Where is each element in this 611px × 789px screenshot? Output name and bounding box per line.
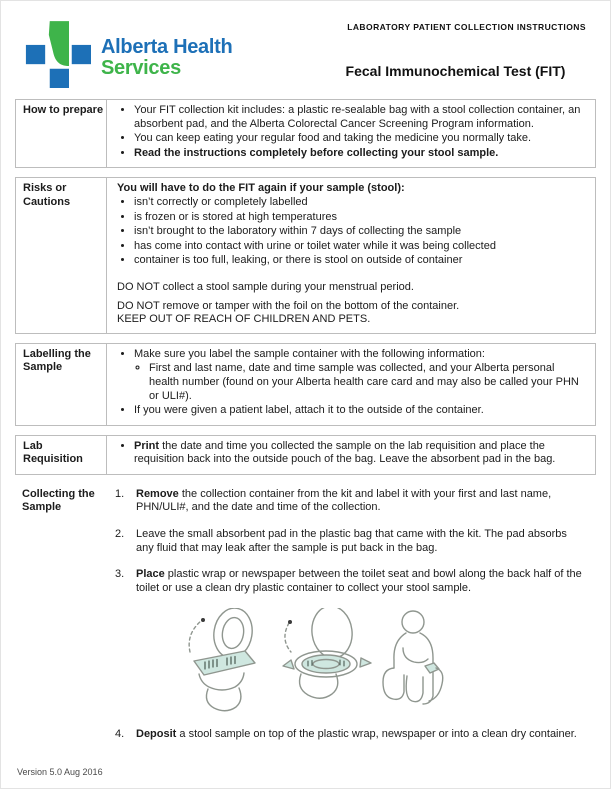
section-label: Labelling the Sample bbox=[23, 347, 91, 374]
requisition-bold-word: Print bbox=[134, 439, 160, 452]
page-title: Fecal Immunochemical Test (FIT) bbox=[345, 62, 566, 79]
toilet-seat-lowered-illustration bbox=[283, 608, 371, 698]
section-risks-or-cautions bbox=[15, 177, 596, 333]
risks-notes bbox=[117, 281, 585, 327]
collect-step-4 bbox=[115, 728, 586, 742]
header-right bbox=[315, 15, 596, 99]
list-item: • isn’t correctly or completely labelled bbox=[134, 196, 585, 210]
list-item: • Read the instructions completely before collecting your stool sample. bbox=[134, 147, 585, 161]
list-item: • You can keep eating your regular food and taking the medicine you normally take. bbox=[134, 132, 585, 146]
list-item: • If you were given a patient label, attach it to the outside of the container. bbox=[134, 404, 585, 418]
section-label: How to prepare bbox=[23, 104, 104, 116]
section-content bbox=[106, 436, 595, 474]
step-text: the collection container from the kit and label it with your first and last name, PHN/ULI#, and the date and time of the collection. bbox=[136, 487, 552, 514]
section-lab-requisition bbox=[15, 435, 596, 475]
section-label: Collecting the Sample bbox=[22, 487, 95, 514]
ahs-logo-text bbox=[101, 37, 232, 99]
collect-step-2 bbox=[115, 528, 586, 555]
step-number: 1. bbox=[115, 487, 125, 500]
step-number: 3. bbox=[115, 568, 125, 581]
step-text: a stool sample on top of the plastic wrap, newspaper or into a clean dry container. bbox=[176, 728, 577, 741]
note-menstrual: DO NOT collect a stool sample during your menstrual period. bbox=[117, 280, 414, 293]
section-collecting-the-sample bbox=[15, 484, 596, 761]
collect-step-3 bbox=[115, 568, 586, 595]
note-foil: DO NOT remove or tamper with the foil on the bottom of the container. bbox=[117, 299, 460, 312]
list-item: • isn’t brought to the laboratory within 7 days of collecting the sample bbox=[134, 225, 585, 239]
document-header bbox=[15, 15, 596, 99]
note-keep-out-of-reach: KEEP OUT OF REACH OF CHILDREN AND PETS. bbox=[117, 313, 371, 326]
ahs-logo bbox=[15, 15, 315, 99]
collect-step-1 bbox=[115, 488, 586, 515]
person-sitting-illustration bbox=[383, 611, 443, 704]
section-labelling-the-sample bbox=[15, 343, 596, 426]
section-content bbox=[106, 100, 595, 167]
labelling-bullet-1: Make sure you label the sample container with the following information: bbox=[134, 347, 485, 360]
section-content bbox=[106, 178, 595, 332]
section-content bbox=[105, 484, 596, 761]
list-item bbox=[134, 440, 585, 467]
logo-line-2: Services bbox=[101, 57, 181, 79]
collection-instructions-label: LABORATORY PATIENT COLLECTION INSTRUCTIONS bbox=[347, 22, 586, 32]
list-item: • Your FIT collection kit includes: a plastic re-sealable bag with a stool collection container, an absorbent pad, and the Alberta Colorectal Cancer Screening Program information. bbox=[134, 104, 585, 131]
list-item: • container is too full, leaking, or there is stool on outside of container bbox=[134, 254, 585, 268]
step-bold-word: Deposit bbox=[136, 728, 177, 741]
version-label: Version 5.0 Aug 2016 bbox=[17, 767, 103, 778]
section-content bbox=[106, 344, 595, 425]
requisition-text: the date and time you collected the sample on the lab requisition and place the requisition back into the outside pouch of the bag. Leave the absorbent pad in the bag. bbox=[134, 439, 556, 466]
step-number: 2. bbox=[115, 528, 125, 541]
list-item: ◦ First and last name, date and time sample was collected, and your Alberta personal health number (found on your Alberta health care card and may also be called your PHN or ULI#). bbox=[149, 362, 585, 403]
step-bold-word: Place bbox=[136, 568, 165, 581]
toilet-preparation-illustrations bbox=[181, 608, 449, 718]
toilet-seat-raised-illustration bbox=[189, 608, 256, 711]
risks-intro: You will have to do the FIT again if your sample (stool): bbox=[117, 182, 405, 195]
list-item: • is frozen or is stored at high temperatures bbox=[134, 211, 585, 225]
section-label: Risks or Cautions bbox=[23, 182, 71, 208]
step-bold-word: Remove bbox=[136, 487, 179, 500]
step-text: Leave the small absorbent pad in the plastic bag that came with the kit. The pad absorbs any fluid that may leak after the sample is put back in the bag. bbox=[136, 528, 567, 554]
logo-line-1: Alberta Health bbox=[101, 36, 233, 58]
section-how-to-prepare bbox=[15, 99, 596, 168]
step-number: 4. bbox=[115, 728, 125, 741]
step-text: plastic wrap or newspaper between the toilet seat and bowl along the back half of the toilet or use a clean dry plastic container to collect your stool sample. bbox=[136, 568, 582, 594]
ahs-cross-icon bbox=[25, 19, 91, 91]
section-label: Lab Requisition bbox=[23, 439, 83, 466]
list-item bbox=[134, 348, 585, 403]
list-item: • has come into contact with urine or toilet water while it was being collected bbox=[134, 240, 585, 254]
